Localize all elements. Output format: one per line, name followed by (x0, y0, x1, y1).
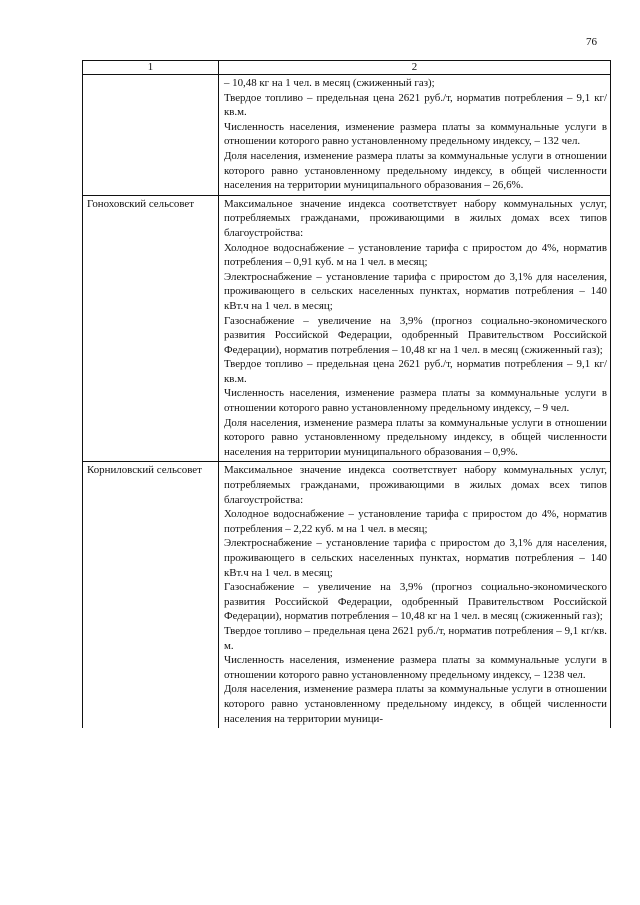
table-header-row (83, 61, 611, 75)
description-paragraph: Максимальное значение индекса соответствует набору коммунальных услуг, потребляемых гражданами, проживающими в жилых домах всех типов благоустройства: (224, 197, 607, 239)
municipality-name (83, 75, 219, 196)
page-number: 76 (586, 36, 597, 48)
description-paragraph: Численность населения, изменение размера платы за коммунальные услуги в отношении которого равно установленному предельному индексу, – 9 чел. (224, 387, 607, 415)
description-paragraph: Доля населения, изменение размера платы за коммунальные услуги в отношении которого равно установленному предельному индексу, в общей численности населения на территории муници- (224, 683, 607, 725)
description-paragraph: Холодное водоснабжение – установление тарифа с приростом до 4%, норматив потребления – 0,91 куб. м на 1 чел. в месяц; (224, 241, 607, 269)
index-description (219, 75, 611, 196)
column-header-1: 1 (83, 61, 219, 75)
description-paragraph: Максимальное значение индекса соответствует набору коммунальных услуг, потребляемых гражданами, проживающими в жилых домах всех типов благоустройства: (224, 464, 607, 506)
table-row (83, 195, 611, 462)
description-paragraph: Твердое топливо – предельная цена 2621 руб./т, норматив потребления – 9,1 кг/кв. м. (224, 624, 607, 652)
description-paragraph: Холодное водоснабжение – установление тарифа с приростом до 4%, норматив потребления – 2,22 куб. м на 1 чел. в месяц; (224, 508, 607, 535)
description-paragraph: Доля населения, изменение размера платы за коммунальные услуги в отношении которого равно установленному предельному индексу, в общей численности населения на территории муниципального образования – 26,6%. (224, 149, 607, 192)
description-paragraph: – 10,48 кг на 1 чел. в месяц (сжиженный газ); (224, 77, 435, 89)
municipality-name: Корниловский сельсовет (83, 462, 219, 728)
column-header-2: 2 (219, 61, 611, 75)
description-paragraph: Твердое топливо – предельная цена 2621 руб./т, норматив потребления – 9,1 кг/кв.м. (224, 91, 607, 119)
tariff-table (82, 60, 611, 728)
table-row (83, 462, 611, 728)
description-paragraph: Численность населения, изменение размера платы за коммунальные услуги в отношении которого равно установленному предельному индексу, – 132 чел. (224, 120, 607, 148)
description-paragraph: Газоснабжение – увеличение на 3,9% (прогноз социально-экономического развития Российской Федерации, одобренный Правительством Российской Федерации), норматив потребления – 10,48 кг на 1 чел. в месяц (сжиженный газ); (224, 314, 607, 356)
table-body (83, 75, 611, 729)
description-paragraph: Газоснабжение – увеличение на 3,9% (прогноз социально-экономического развития Российской Федерации, одобренный Правительством Российской Федерации), норматив потребления – 10,48 кг на 1 чел. в месяц (сжиженный газ); (224, 581, 607, 623)
index-description (219, 462, 611, 728)
description-paragraph: Электроснабжение – установление тарифа с приростом до 3,1% для населения, проживающего в сельских населенных пунктах, норматив потребления – 140 кВт.ч на 1 чел. в месяц; (224, 537, 607, 579)
description-paragraph: Твердое топливо – предельная цена 2621 руб./т, норматив потребления – 9,1 кг/кв.м. (224, 358, 607, 385)
description-paragraph: Электроснабжение – установление тарифа с приростом до 3,1% для населения, проживающего в сельских населенных пунктах, норматив потребления – 140 кВт.ч на 1 чел. в месяц; (224, 270, 607, 312)
index-description (219, 195, 611, 462)
description-paragraph: Доля населения, изменение размера платы за коммунальные услуги в отношении которого равно установленному предельному индексу, в общей численности населения на территории муниципального образования – 0,9%. (224, 416, 607, 458)
municipality-name: Гоноховский сельсовет (83, 195, 219, 462)
description-paragraph: Численность населения, изменение размера платы за коммунальные услуги в отношении которого равно установленному предельному индексу, – 1238 чел. (224, 654, 607, 681)
table-row (83, 75, 611, 196)
